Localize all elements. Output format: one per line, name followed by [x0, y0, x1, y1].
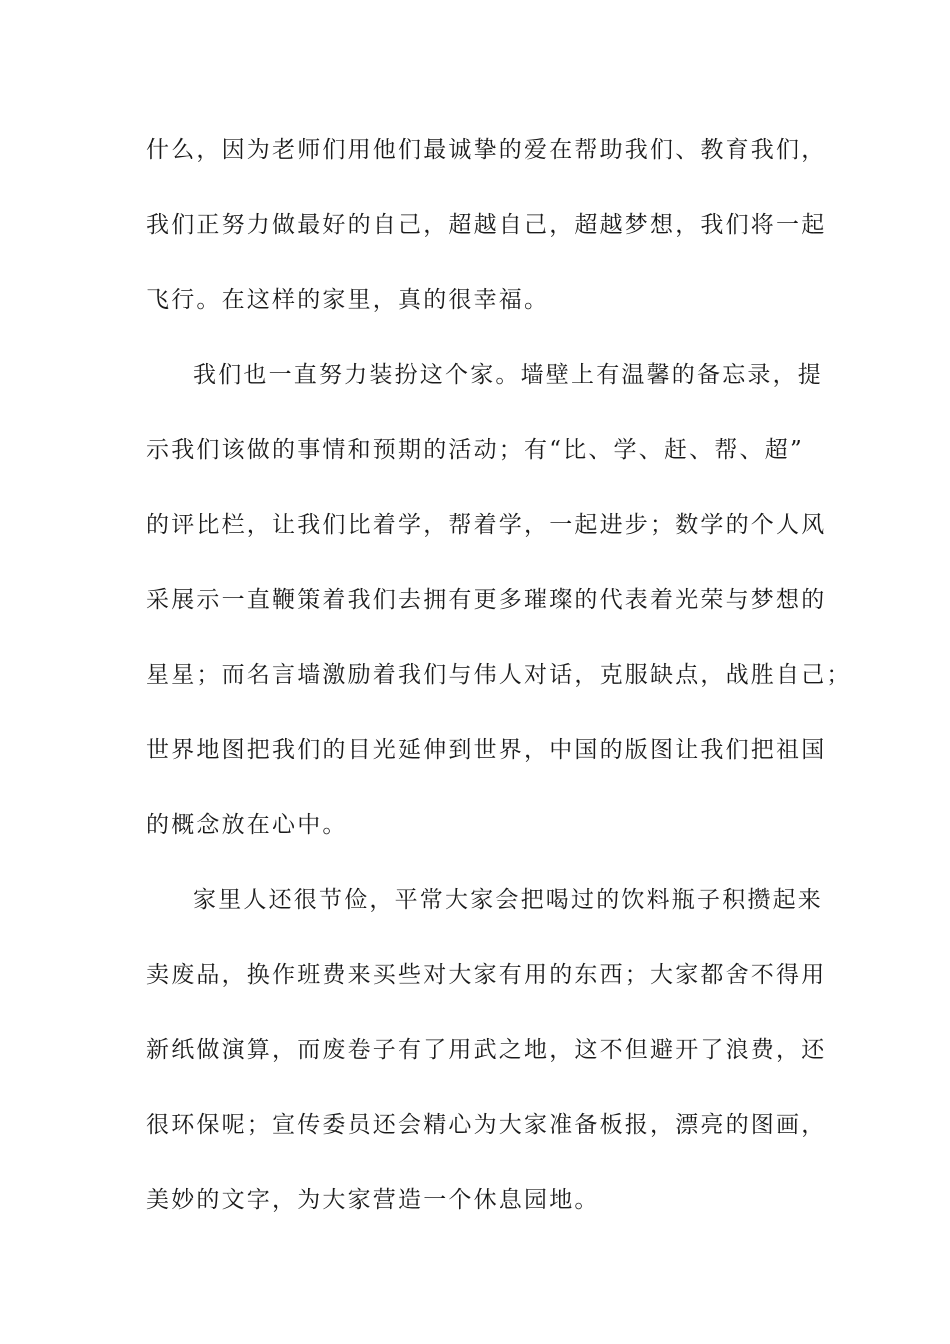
paragraph-2-line-1: 我们也一直努力装扮这个家。墙壁上有温馨的备忘录，提: [193, 362, 823, 388]
paragraph-2-line-7: 的概念放在心中。: [146, 812, 348, 838]
paragraph-3-line-1: 家里人还很节俭，平常大家会把喝过的饮料瓶子积攒起来: [193, 887, 823, 913]
paragraph-2-line-6: 世界地图把我们的目光延伸到世界，中国的版图让我们把祖国: [146, 737, 827, 763]
paragraph-2-line-3: 的评比栏，让我们比着学，帮着学，一起进步；数学的个人风: [146, 512, 827, 538]
paragraph-1-line-1: 什么，因为老师们用他们最诚挚的爱在帮助我们、教育我们，: [146, 137, 827, 163]
paragraph-2-line-5: 星星；而名言墙激励着我们与伟人对话，克服缺点，战胜自己；: [146, 662, 852, 688]
paragraph-2-line-4: 采展示一直鞭策着我们去拥有更多璀璨的代表着光荣与梦想的: [146, 587, 827, 613]
paragraph-3-line-3: 新纸做演算，而废卷子有了用武之地，这不但避开了浪费，还: [146, 1037, 827, 1063]
paragraph-2-line-2: 示我们该做的事情和预期的活动；有“比、学、赶、帮、超”: [146, 437, 804, 463]
paragraph-3-line-2: 卖废品，换作班费来买些对大家有用的东西；大家都舍不得用: [146, 962, 827, 988]
paragraph-3-line-5: 美妙的文字，为大家营造一个休息园地。: [146, 1187, 600, 1213]
paragraph-1-line-3: 飞行。在这样的家里，真的很幸福。: [146, 287, 550, 313]
paragraph-3-line-4: 很环保呢；宣传委员还会精心为大家准备板报，漂亮的图画，: [146, 1112, 827, 1138]
paragraph-1-line-2: 我们正努力做最好的自己，超越自己，超越梦想，我们将一起: [146, 212, 827, 238]
